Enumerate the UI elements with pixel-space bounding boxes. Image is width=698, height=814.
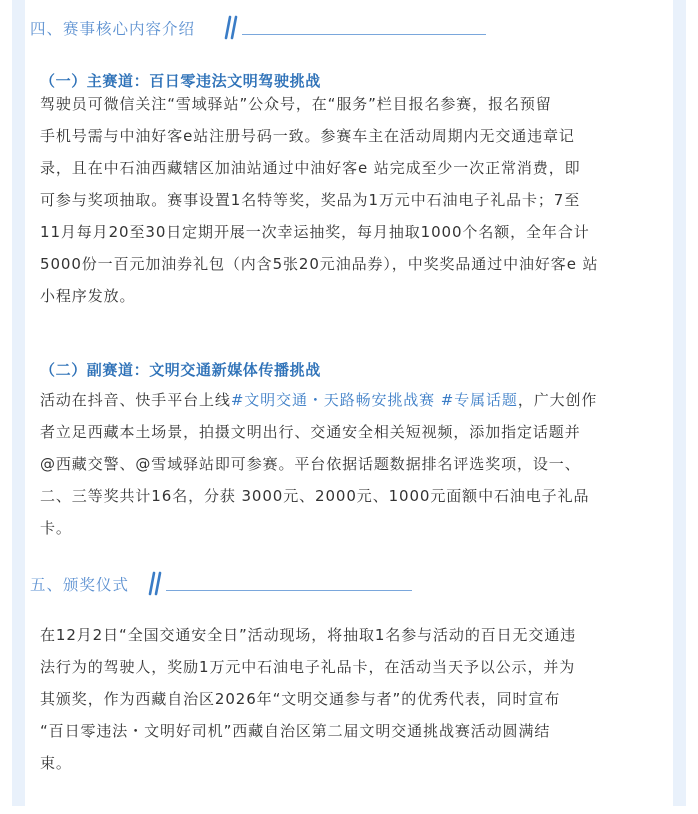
text-line: 手机号需与中油好客e站注册号码一致。参赛车主在活动周期内无交通违章记	[40, 127, 575, 145]
text-line: 11月每月20至30日定期开展一次幸运抽奖，每月抽取1000个名额，全年合计	[40, 223, 590, 241]
section-header-4	[30, 10, 470, 44]
text-line: 在12月2日“全国交通安全日”活动现场，将抽取1名参与活动的百日无交通违	[40, 626, 577, 644]
section-header-5	[30, 566, 470, 600]
text-fragment: 活动在抖音、快手平台上线	[40, 391, 231, 409]
text-line: 可参与奖项抽取。赛事设置1名特等奖，奖品为1万元中石油电子礼品卡；7至	[40, 191, 581, 209]
section-title: 四、赛事核心内容介绍	[30, 20, 196, 38]
text-line: @西藏交警、@雪域驿站即可参赛。平台依据话题数据排名评选奖项，设一、	[40, 455, 581, 473]
text-line: 驾驶员可微信关注“雪域驿站”公众号，在“服务”栏目报名参赛，报名预留	[40, 95, 552, 113]
text-fragment: ，广大创作	[517, 391, 598, 409]
text-line: 束。	[40, 754, 72, 772]
text-line: 者立足西藏本土场景，拍摄文明出行、交通安全相关短视频，添加指定话题并	[40, 423, 581, 441]
hashtag-link[interactable]: #文明交通・天路畅安挑战赛 #专属话题	[230, 391, 518, 409]
text-line: “百日零违法・文明好司机”西藏自治区第二届文明交通挑战赛活动圆满结	[40, 722, 551, 740]
text-line: 卡。	[40, 519, 72, 537]
section-divider	[166, 590, 412, 591]
subsection-heading-secondary-track: （二）副赛道：文明交通新媒体传播挑战	[40, 361, 321, 379]
paragraph-award	[40, 619, 576, 779]
section-divider	[242, 34, 486, 35]
paragraph-main-track	[40, 88, 598, 312]
text-line: 录，且在中石油西藏辖区加油站通过中油好客e 站完成至少一次正常消费，即	[40, 159, 581, 177]
double-slash-icon	[220, 13, 238, 41]
text-line	[40, 384, 597, 416]
subsection-heading-main-track: （一）主赛道：百日零违法文明驾驶挑战	[40, 72, 321, 90]
text-line: 5000份一百元加油券礼包（内含5张20元油品券），中奖奖品通过中油好客e 站	[40, 255, 599, 273]
paragraph-secondary-track	[40, 384, 597, 544]
double-slash-icon	[144, 569, 162, 597]
text-line: 其颁奖，作为西藏自治区2026年“文明交通参与者”的优秀代表，同时宣布	[40, 690, 561, 708]
text-line: 二、三等奖共计16名，分获 3000元、2000元、1000元面额中石油电子礼品	[40, 487, 590, 505]
text-line: 小程序发放。	[40, 287, 136, 305]
text-line: 法行为的驾驶人，奖励1万元中石油电子礼品卡，在活动当天予以公示，并为	[40, 658, 576, 676]
section-title: 五、颁奖仪式	[30, 576, 130, 594]
